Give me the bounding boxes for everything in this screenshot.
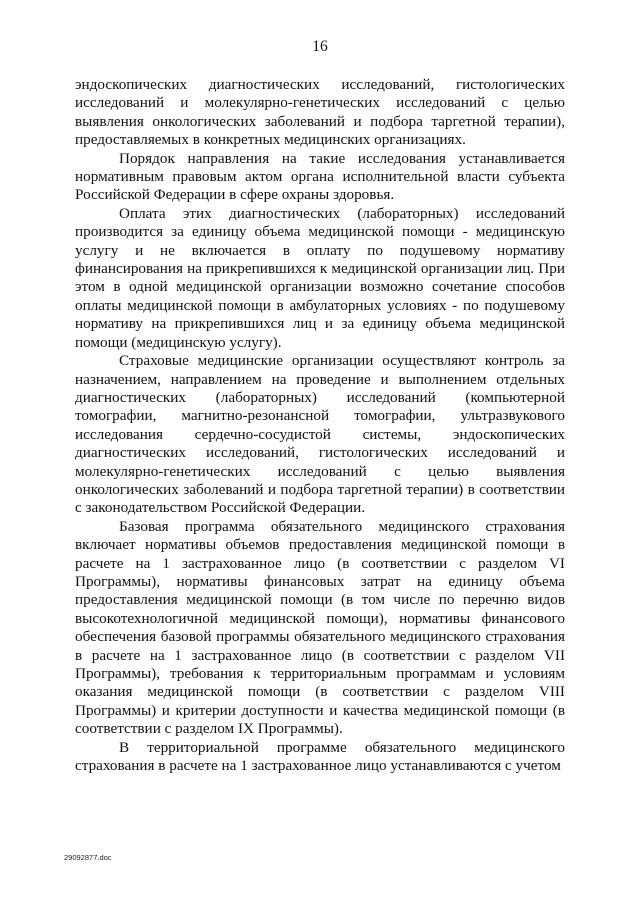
- paragraph-payment: Оплата этих диагностических (лабораторных) исследований производится за единицу объема медицинской помощи - медицинскую услугу и не включается в оплату по подушевому нормативу финансирования на прикрепившихся к медицинской организации лиц. При этом в одной медицинской организации возможно сочетание способов оплаты медицинской помощи в амбулаторных условиях - по подушевому нормативу на прикрепившихся лиц и за единицу объема медицинской помощи (медицинскую услугу).: [75, 204, 565, 351]
- document-body: [75, 76, 565, 775]
- paragraph-insurance-control: Страховые медицинские организации осуществляют контроль за назначением, направлением на проведение и выполнением отдельных диагностических (лабораторных) исследований (компьютерной томографии, магнитно-резонансной томографии, ультразвукового исследования сердечно-сосудистой системы, эндоскопических диагностических исследований, гистологических исследований и молекулярно-генетических исследований с целью выявления онкологических заболеваний и подбора таргетной терапии) в соответствии с законодательством Российской Федерации.: [75, 352, 565, 517]
- paragraph-continuation: эндоскопических диагностических исследований, гистологических исследований и молекулярно-генетических исследований с целью выявления онкологических заболеваний и подбора таргетной терапии), предоставляемых в конкретных медицинских организациях.: [75, 76, 565, 149]
- paragraph-territorial-program: В территориальной программе обязательного медицинского страхования в расчете на 1 застрахованное лицо устанавливаются с учетом: [75, 738, 565, 775]
- footer-file-name: 29092877.doc: [64, 853, 112, 862]
- paragraph-basic-program: Базовая программа обязательного медицинского страхования включает нормативы объемов предоставления медицинской помощи в расчете на 1 застрахованное лицо (в соответствии с разделом VI Программы), нормативы финансовых затрат на единицу объема предоставления медицинской помощи (в том числе по перечню видов высокотехнологичной медицинской помощи), нормативы финансового обеспечения базовой программы обязательного медицинского страхования в расчете на 1 застрахованное лицо (в соответствии с разделом VII Программы), требования к территориальным программам и условиям оказания медицинской помощи (в соответствии с разделом VIII Программы) и критерии доступности и качества медицинской помощи (в соответствии с разделом IX Программы).: [75, 517, 565, 738]
- paragraph-referral-procedure: Порядок направления на такие исследования устанавливается нормативным правовым актом органа исполнительной власти субъекта Российской Федерации в сфере охраны здоровья.: [75, 149, 565, 204]
- page-number: 16: [312, 38, 328, 55]
